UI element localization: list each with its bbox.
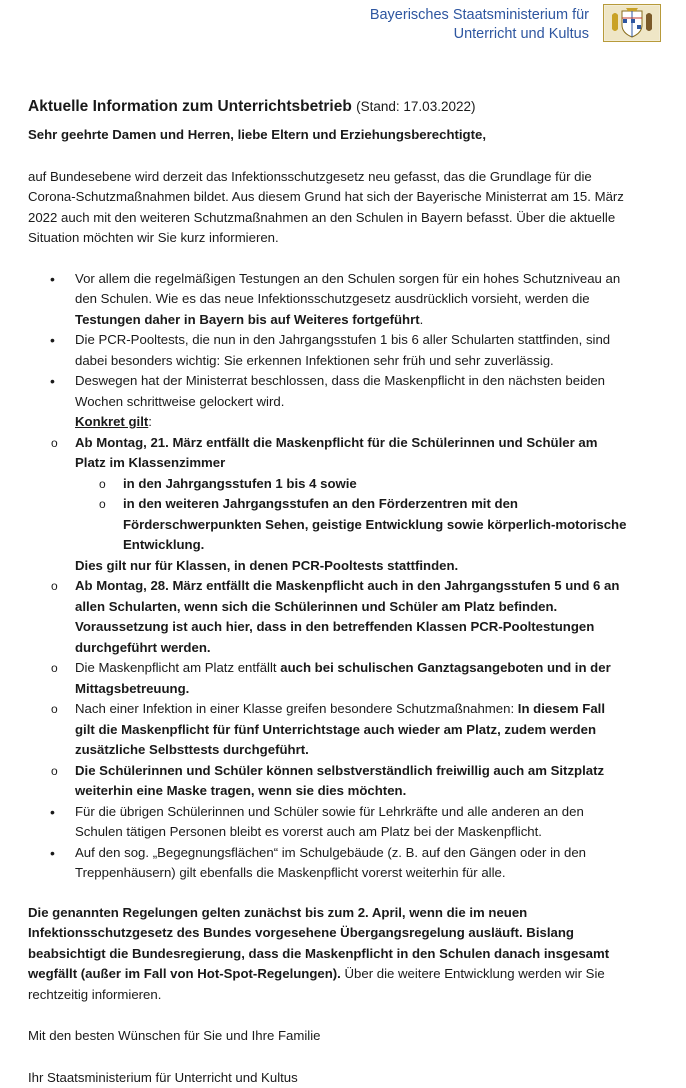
ministry-name-line2: Unterricht und Kultus <box>370 25 589 44</box>
sublist-item-march-28: o Ab Montag, 28. März entfällt die Maskenpflicht auch in den Jahrgangsstufen 5 und 6 an allen Schularten, wenn sich die Schülerinnen und Schüler am Platz befinden. Voraussetzung ist auch hier, dass in den betreffenden Klassen PCR-Pooltestungen durchgeführt werden. <box>51 576 628 658</box>
sublist-item-infection: o Nach einer Infektion in einer Klasse greifen besondere Schutzmaßnahmen: In diesem Fall gilt die Maskenpflicht für fünf Unterrichtstage auch wieder am Platz, zudem werden zusätzliche Selbsttests durchgeführt. <box>51 699 628 761</box>
list-item-pcr-pooltests: • Die PCR-Pooltests, die nun in den Jahrgangsstufen 1 bis 6 aller Schularten stattfinden, sind dabei besonders wichtig: Sie erkennen Infektionen sehr früh und sehr zuverlässig. <box>28 330 628 371</box>
pooltest-note: Dies gilt nur für Klassen, in denen PCR-Pooltests stattfinden. <box>75 558 458 573</box>
grade-list <box>99 474 628 556</box>
sublist-item-foerderzentren: o in den weiteren Jahrgangsstufen an den Förderzentren mit den Förderschwerpunkten Sehen, geistige Entwicklung sowie körperlich-motorische Entwicklung. <box>99 494 628 556</box>
salutation: Sehr geehrte Damen und Herren, liebe Eltern und Erziehungsberechtigte, <box>28 125 628 146</box>
ministry-header <box>370 6 589 44</box>
konkret-list <box>75 433 628 802</box>
sublist-item-march-21: o Ab Montag, 21. März entfällt die Maskenpflicht für die Schülerinnen und Schüler am Platz im Klassenzimmer o in den Jahrgangsstufen 1 bis 4 sowie o in den weiteren Jahrgangsstufen an den Förderzentren mit den Förderschwerpunkten Sehen, geistige Entwicklung sowie körperlich-motorische Entwicklung. Dies gilt nur für Klassen, in denen PCR-Pooltests stattfinden. <box>51 433 628 577</box>
wishes-line: Mit den besten Wünschen für Sie und Ihre Familie <box>28 1026 628 1047</box>
list-item-teachers: • Für die übrigen Schülerinnen und Schüler sowie für Lehrkräfte und alle anderen an den Schulen tätigen Personen bleibt es vorerst auch am Platz bei der Maskenpflicht. <box>28 802 628 843</box>
letter-body <box>28 97 628 1088</box>
sublist-item-ganztag: o Die Maskenpflicht am Platz entfällt auch bei schulischen Ganztagsangeboten und in der Mittagsbetreuung. <box>51 658 628 699</box>
bavarian-crest-icon <box>603 4 661 42</box>
list-item-mask-relaxation: • Deswegen hat der Ministerrat beschlossen, dass die Maskenpflicht in den nächsten beiden Wochen schrittweise gelockert wird. Konkret gilt: o Ab Montag, 21. März entfällt die Maskenpflicht für die Schülerinnen und Schüler am Platz im Klassenzimmer o in den Jahrgangsstufen 1 bis 4 sowie o in den weiteren Jahrgangsstufen an den Förderzentren mit den Förderschwerpunkten Sehen, geistige Entwicklung sowie körperlich-motorische Entwicklung. Dies gilt nur für Klassen, in denen PCR-Pooltests stattfinden. o Ab Montag, 28. März entfällt die Maskenpflicht auch in den Jahrgangsstufen 5 und 6 an allen Schularten, wenn sich die Schülerinnen und Schüler am Platz befinden. Voraussetzung ist auch hier, dass in den betreffenden Klassen PCR-Pooltestungen durchgeführt werden. o Die Maskenpflicht am Platz entfällt auch bei schulischen Ganztagsangeboten und in der Mittagsbetreuung. o Nach einer Infektion in einer Klasse greifen besondere Schutzmaßnahmen: In diesem Fall gilt die Maskenpflicht für fünf Unterrichtstage auch wieder am Platz, zudem werden zusätzliche Selbsttests durchgeführt. o Die Schülerinnen und Schüler können selbstverständlich freiwillig auch am Sitzplatz weiterhin eine Maske tragen, wenn sie dies möchten. <box>28 371 628 802</box>
list-item-begegnungsflaechen: • Auf den sog. „Begegnungsflächen“ im Schulgebäude (z. B. auf den Gängen oder in den Treppenhäusern) gilt ebenfalls die Maskenpflicht vorerst weiterhin für alle. <box>28 843 628 884</box>
page-title: Aktuelle Information zum Unterrichtsbetrieb (Stand: 17.03.2022) <box>28 97 628 117</box>
measures-list <box>28 269 628 884</box>
sublist-item-grades-1-4: o in den Jahrgangsstufen 1 bis 4 sowie <box>99 474 628 495</box>
sublist-item-voluntary-mask: o Die Schülerinnen und Schüler können selbstverständlich freiwillig auch am Sitzplatz weiterhin eine Maske tragen, wenn sie dies möchten. <box>51 761 628 802</box>
intro-paragraph: auf Bundesebene wird derzeit das Infektionsschutzgesetz neu gefasst, das die Grundlage für die Corona-Schutzmaßnahmen bildet. Aus diesem Grund hat sich der Bayerische Ministerrat am 15. März 2022 auch mit den weiteren Schutzmaßnahmen an den Schulen in Bayern befasst. Über die aktuelle Situation möchten wir Sie kurz informieren. <box>28 167 628 249</box>
konkret-label: Konkret gilt <box>75 414 148 429</box>
stand-date: (Stand: 17.03.2022) <box>356 99 475 114</box>
closing-paragraph: Die genannten Regelungen gelten zunächst bis zum 2. April, wenn die im neuen Infektionsschutzgesetz des Bundes vorgesehene Übergangsregelung ausläuft. Bislang beabsichtigt die Bundesregierung, dass die Maskenpflicht in den Schulen danach insgesamt wegfällt (außer im Fall von Hot-Spot-Regelungen). Über die weitere Entwicklung werden wir Sie rechtzeitig informieren. <box>28 903 628 1006</box>
signature-line: Ihr Staatsministerium für Unterricht und Kultus <box>28 1068 628 1088</box>
list-item-testing: • Vor allem die regelmäßigen Testungen an den Schulen sorgen für ein hohes Schutzniveau an den Schulen. Wie es das neue Infektionsschutzgesetz ausdrücklich vorsieht, werden die Testungen daher in Bayern bis auf Weiteres fortgeführt. <box>28 269 628 331</box>
ministry-name-line1: Bayerisches Staatsministerium für <box>370 6 589 25</box>
